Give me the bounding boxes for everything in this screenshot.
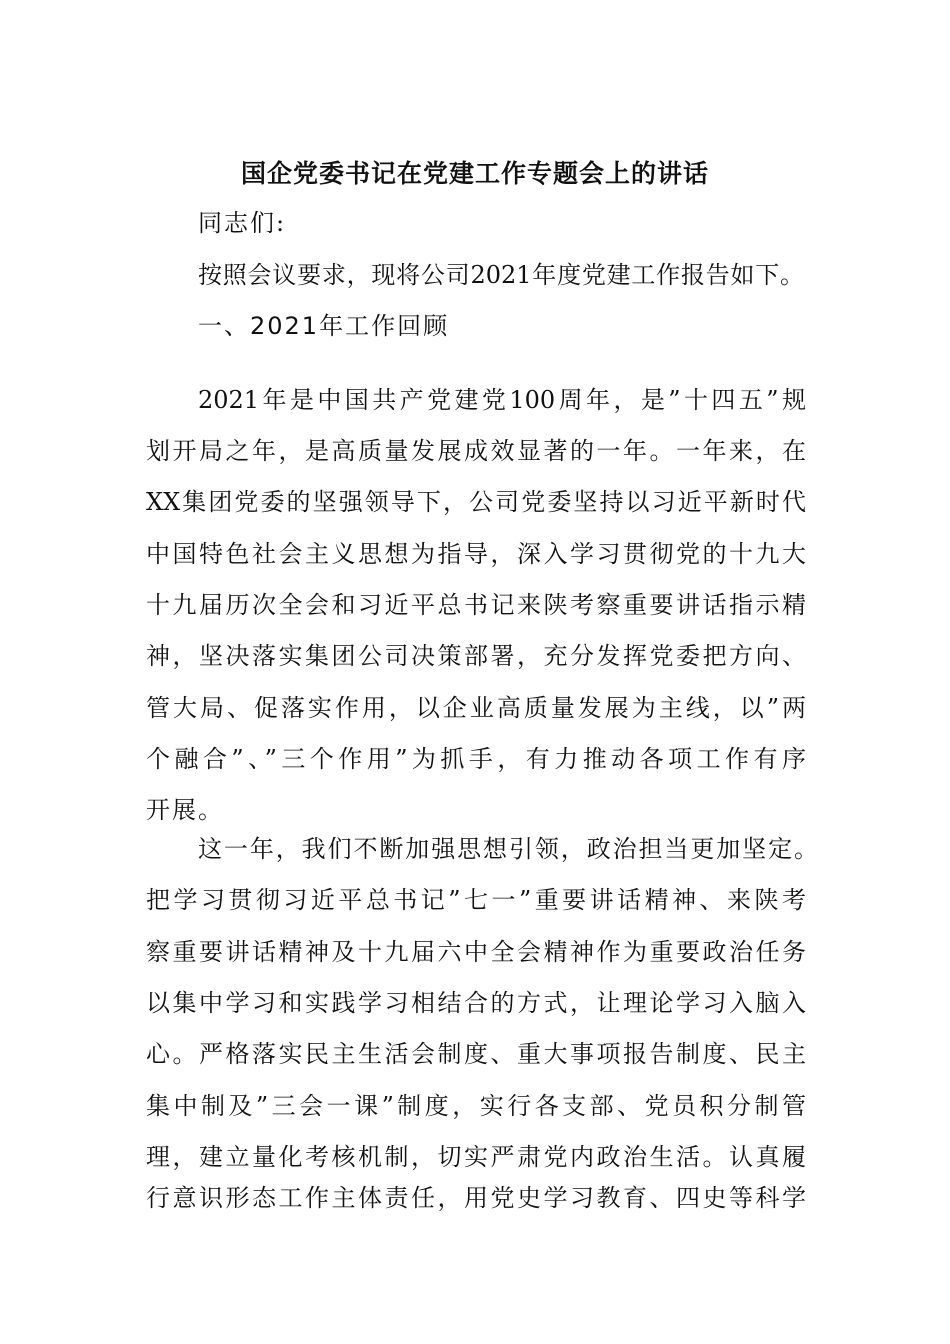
intro-paragraph: 按照会议要求，现将公司2021年度党建工作报告如下。 <box>198 261 804 289</box>
document-title: 国企党委书记在党建工作专题会上的讲话 <box>240 159 709 188</box>
salutation: 同志们: <box>198 209 287 237</box>
section-heading: 一、2021年工作回顾 <box>198 312 450 340</box>
paragraph-line: 察重要讲话精神及十九届六中全会精神作为重要政治任务 <box>146 938 806 966</box>
paragraph-line: 中国特色社会主义思想为指导，深入学习贯彻党的十九大 <box>146 540 806 568</box>
paragraph-line: 集中制及”三会一课”制度，实行各支部、党员积分制管 <box>146 1092 806 1120</box>
paragraph-line: 理，建立量化考核机制，切实严肃党内政治生活。认真履 <box>146 1143 806 1171</box>
paragraph-line: 以集中学习和实践学习相结合的方式，让理论学习入脑入 <box>146 989 806 1017</box>
paragraph-line: 十九届历次全会和习近平总书记来陕考察重要讲话指示精 <box>146 591 806 619</box>
paragraph-line: 心。严格落实民主生活会制度、重大事项报告制度、民主 <box>146 1040 806 1068</box>
paragraph-line: 开展。 <box>146 796 224 824</box>
paragraph-line: 神，坚决落实集团公司决策部署，充分发挥党委把方向、 <box>146 642 806 670</box>
paragraph-line: 把学习贯彻习近平总书记”七一”重要讲话精神、来陕考 <box>146 886 806 914</box>
paragraph-line: 行意识形态工作主体责任，用党史学习教育、四史等科学 <box>146 1184 806 1212</box>
paragraph-line: 管大局、促落实作用，以企业高质量发展为主线，以”两 <box>146 694 806 722</box>
paragraph-line: XX集团党委的坚强领导下，公司党委坚持以习近平新时代 <box>146 488 806 516</box>
paragraph-line: 这一年，我们不断加强思想引领，政治担当更加坚定。 <box>198 835 818 863</box>
paragraph-line: 2021年是中国共产党建党100周年，是”十四五”规 <box>198 386 806 414</box>
paragraph-line: 划开局之年，是高质量发展成效显著的一年。一年来，在 <box>146 437 806 465</box>
paragraph-line: 个融合”、”三个作用”为抓手，有力推动各项工作有序 <box>146 745 806 773</box>
